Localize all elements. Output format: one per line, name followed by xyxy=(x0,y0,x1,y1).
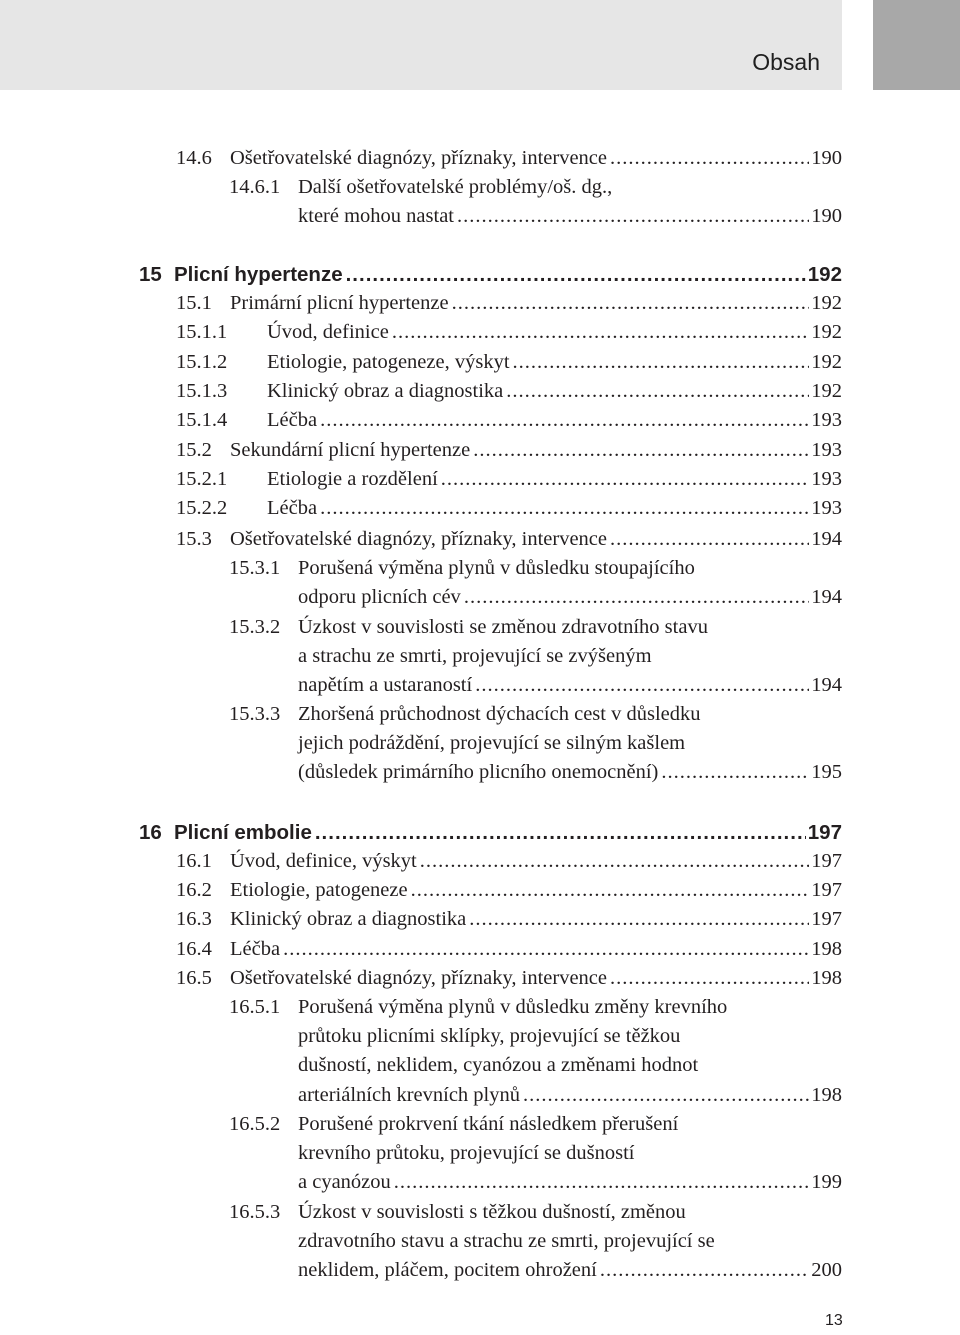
toc-entry-page: 200 xyxy=(811,1259,842,1281)
toc-chapter-page: 197 xyxy=(807,821,842,844)
toc-entry-number: 16.2 xyxy=(176,879,212,901)
toc-entry-title: Ošetřovatelské diagnózy, příznaky, intervence xyxy=(230,147,608,169)
toc-dot-leader xyxy=(464,583,809,612)
toc-entry-page: 199 xyxy=(811,1171,842,1193)
toc-dot-leader xyxy=(411,876,810,905)
toc-entry-page: 192 xyxy=(811,292,842,314)
toc-entry-title-line: Zhoršená průchodnost dýchacích cest v důsledku xyxy=(298,703,701,725)
toc-entry-line xyxy=(230,289,842,318)
toc-dot-leader xyxy=(441,465,809,494)
toc-dot-leader xyxy=(506,377,809,406)
toc-entry-title-line: a strachu ze smrti, projevující se zvýšeným xyxy=(298,645,652,667)
toc-dot-leader xyxy=(610,964,809,993)
toc-dot-leader xyxy=(283,935,809,964)
toc-entry-page: 190 xyxy=(811,205,842,227)
toc-entry-number: 15.3.1 xyxy=(229,557,281,579)
toc-entry-line xyxy=(230,935,842,964)
toc-entry-number: 15.3 xyxy=(176,528,212,550)
toc-chapter-title: Plicní embolie xyxy=(174,821,312,844)
toc-entry-title: Primární plicní hypertenze xyxy=(230,292,449,314)
toc-entry-line xyxy=(298,671,842,700)
toc-entry-line xyxy=(267,406,842,435)
toc-chapter-title: Plicní hypertenze xyxy=(174,263,343,286)
toc-entry-number: 15.1.1 xyxy=(176,321,228,343)
toc-entry-page: 192 xyxy=(811,321,842,343)
toc-entry-line xyxy=(230,144,842,173)
toc-chapter-number: 15 xyxy=(139,263,162,286)
toc-dot-leader xyxy=(315,818,806,847)
toc-entry-title-line: Další ošetřovatelské problémy/oš. dg., xyxy=(298,176,613,198)
toc-entry-line xyxy=(267,318,842,347)
toc-entry-title: Ošetřovatelské diagnózy, příznaky, intervence xyxy=(230,528,608,550)
toc-entry-number: 15.1.3 xyxy=(176,380,228,402)
toc-entry-number: 14.6 xyxy=(176,147,212,169)
toc-entry-number: 15.2.1 xyxy=(176,468,228,490)
toc-entry-number: 14.6.1 xyxy=(229,176,281,198)
toc-entry-number: 15.3.3 xyxy=(229,703,281,725)
toc-chapter-number: 16 xyxy=(139,821,162,844)
toc-entry-title-line: zdravotního stavu a strachu ze smrti, projevující se xyxy=(298,1230,715,1252)
toc-entry-line xyxy=(298,1081,842,1110)
toc-entry-title: Etiologie, patogeneze xyxy=(230,879,408,901)
toc-entry-number: 16.4 xyxy=(176,938,212,960)
toc-entry-number: 16.1 xyxy=(176,850,212,872)
toc-entry-page: 193 xyxy=(811,439,842,461)
toc-entry-title: napětím a ustaraností xyxy=(298,674,473,696)
toc-dot-leader xyxy=(346,260,806,289)
toc-entry-title: odporu plicních cév xyxy=(298,586,461,608)
toc-entry-line xyxy=(298,202,842,231)
toc-entry-title: Klinický obraz a diagnostika xyxy=(230,908,467,930)
page-number: 13 xyxy=(825,1312,843,1329)
toc-dot-leader xyxy=(394,1168,809,1197)
toc-entry-page: 198 xyxy=(811,967,842,989)
toc-entry-number: 16.5.1 xyxy=(229,996,281,1018)
toc-entry-page: 197 xyxy=(811,908,842,930)
toc-entry-page: 193 xyxy=(811,468,842,490)
toc-entry-page: 197 xyxy=(811,879,842,901)
toc-dot-leader xyxy=(320,494,809,523)
toc-dot-leader xyxy=(523,1081,809,1110)
toc-entry-title: (důsledek primárního plicního onemocnění) xyxy=(298,761,659,783)
toc-entry-page: 190 xyxy=(811,147,842,169)
toc-dot-leader xyxy=(452,289,810,318)
toc-entry-number: 16.3 xyxy=(176,908,212,930)
toc-entry-title: Sekundární plicní hypertenze xyxy=(230,439,471,461)
toc-entry-title-line: Porušená výměna plynů v důsledku změny krevního xyxy=(298,996,728,1018)
toc-entry-title: Klinický obraz a diagnostika xyxy=(267,380,504,402)
toc-entry-title-line: Porušená výměna plynů v důsledku stoupajícího xyxy=(298,557,695,579)
toc-entry-title-line: Úzkost v souvislosti se změnou zdravotního stavu xyxy=(298,616,708,638)
toc-entry-line xyxy=(267,348,842,377)
toc-dot-leader xyxy=(469,905,809,934)
toc-dot-leader xyxy=(661,758,809,787)
toc-entry-number: 16.5.3 xyxy=(229,1201,281,1223)
header-title: Obsah xyxy=(752,49,820,75)
toc-entry-page: 193 xyxy=(811,409,842,431)
toc-entry-number: 16.5 xyxy=(176,967,212,989)
toc-entry-title: Léčba xyxy=(267,497,318,519)
toc-entry-line xyxy=(230,905,842,934)
toc-entry-title: a cyanózou xyxy=(298,1171,391,1193)
toc-entry-line xyxy=(298,1168,842,1197)
toc-entry-title: Léčba xyxy=(267,409,318,431)
toc-entry-line xyxy=(230,847,842,876)
toc-entry-page: 192 xyxy=(811,351,842,373)
toc-entry-line xyxy=(267,465,842,494)
toc-entry-title: Etiologie a rozdělení xyxy=(267,468,438,490)
toc-entry-page: 197 xyxy=(811,850,842,872)
toc-dot-leader xyxy=(513,348,810,377)
toc-entry-title: Úvod, definice, výskyt xyxy=(230,850,417,872)
toc-entry-number: 15.1.4 xyxy=(176,409,228,431)
toc-dot-leader xyxy=(475,671,809,700)
toc-entry-number: 15.1 xyxy=(176,292,212,314)
toc-entry-number: 15.3.2 xyxy=(229,616,281,638)
toc-entry-line xyxy=(230,876,842,905)
toc-entry-page: 198 xyxy=(811,938,842,960)
toc-entry-line xyxy=(230,525,842,554)
toc-entry-title-line: Úzkost v souvislosti s těžkou dušností, změnou xyxy=(298,1201,686,1223)
toc-entry-title-line: Porušené prokrvení tkání následkem přerušení xyxy=(298,1113,679,1135)
toc-dot-leader xyxy=(610,144,809,173)
toc-entry-title: Úvod, definice xyxy=(267,321,389,343)
toc-dot-leader xyxy=(320,406,809,435)
toc-chapter-page: 192 xyxy=(807,263,842,286)
toc-entry-number: 15.2 xyxy=(176,439,212,461)
toc-entry-line xyxy=(174,260,842,289)
toc-entry-page: 194 xyxy=(811,528,842,550)
toc-entry-line xyxy=(298,583,842,612)
toc-entry-title: Ošetřovatelské diagnózy, příznaky, intervence xyxy=(230,967,608,989)
toc-entry-line xyxy=(267,494,842,523)
toc-entry-number: 15.2.2 xyxy=(176,497,228,519)
toc-dot-leader xyxy=(392,318,809,347)
toc-dot-leader xyxy=(473,436,809,465)
toc-entry-page: 194 xyxy=(811,674,842,696)
toc-entry-line xyxy=(230,964,842,993)
toc-entry-title-line: jejich podráždění, projevující se silným kašlem xyxy=(298,732,686,754)
toc-dot-leader xyxy=(420,847,810,876)
toc-dot-leader xyxy=(610,525,809,554)
toc-entry-page: 198 xyxy=(811,1084,842,1106)
toc-entry-title: neklidem, pláčem, pocitem ohrožení xyxy=(298,1259,597,1281)
toc-entry-line xyxy=(298,758,842,787)
toc-entry-line xyxy=(298,1256,842,1285)
toc-entry-page: 193 xyxy=(811,497,842,519)
toc-entry-number: 15.1.2 xyxy=(176,351,228,373)
toc-entry-page: 195 xyxy=(811,761,842,783)
toc-entry-page: 192 xyxy=(811,380,842,402)
toc-entry-line xyxy=(174,818,842,847)
toc-entry-title: které mohou nastat xyxy=(298,205,454,227)
toc-entry-title-line: krevního průtoku, projevující se dušností xyxy=(298,1142,635,1164)
toc-entry-page: 194 xyxy=(811,586,842,608)
toc-entry-title-line: průtoku plicními sklípky, projevující se těžkou xyxy=(298,1025,681,1047)
toc-entry-title: arteriálních krevních plynů xyxy=(298,1084,520,1106)
toc-entry-line xyxy=(230,436,842,465)
toc-entry-title: Etiologie, patogeneze, výskyt xyxy=(267,351,510,373)
toc-entry-line xyxy=(267,377,842,406)
toc-dot-leader xyxy=(600,1256,809,1285)
toc-dot-leader xyxy=(457,202,809,231)
toc-entry-title-line: dušností, neklidem, cyanózou a změnami hodnot xyxy=(298,1054,699,1076)
toc-entry-number: 16.5.2 xyxy=(229,1113,281,1135)
toc-entry-title: Léčba xyxy=(230,938,281,960)
